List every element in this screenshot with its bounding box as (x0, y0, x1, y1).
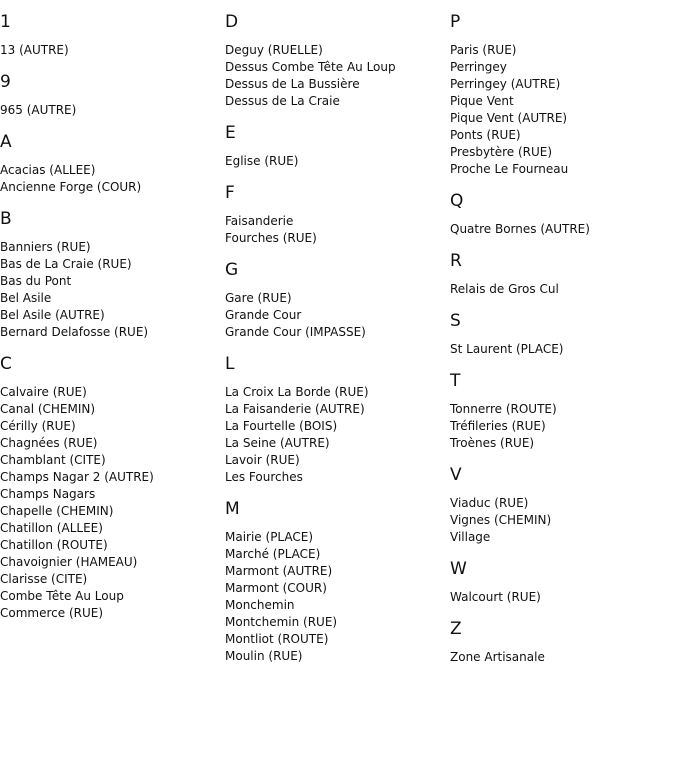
street-item: Dessus Combe Tête Au Loup (225, 60, 396, 74)
street-item: Relais de Gros Cul (450, 282, 559, 296)
street-list (0, 239, 220, 341)
letter-heading: W (450, 559, 467, 579)
street-item: Viaduc (RUE) (450, 496, 529, 510)
letter-group (225, 260, 445, 341)
street-item: Chamblant (CITE) (0, 453, 106, 467)
street-item: La Faisanderie (AUTRE) (225, 402, 365, 416)
street-item: Bas de La Craie (RUE) (0, 257, 132, 271)
street-item: Chatillon (ROUTE) (0, 538, 108, 552)
street-item: Marmont (AUTRE) (225, 564, 333, 578)
street-item: Gare (RUE) (225, 291, 292, 305)
letter-heading: V (450, 465, 462, 485)
street-item: Bas du Pont (0, 274, 72, 288)
letter-group (0, 354, 220, 622)
street-item: Mairie (PLACE) (225, 530, 314, 544)
street-item: Faisanderie (225, 214, 294, 228)
letter-heading: A (0, 132, 12, 152)
street-list (0, 162, 220, 196)
street-list (450, 589, 670, 606)
street-item: Commerce (RUE) (0, 606, 104, 620)
letter-group (225, 12, 445, 110)
street-list (450, 221, 670, 238)
street-item: Vignes (CHEMIN) (450, 513, 552, 527)
street-list (450, 495, 670, 546)
street-item: 13 (AUTRE) (0, 43, 69, 57)
street-item: Zone Artisanale (450, 650, 545, 664)
letter-group (450, 619, 670, 666)
street-list (225, 42, 445, 110)
letter-heading: Z (450, 619, 462, 639)
street-item: Proche Le Fourneau (450, 162, 569, 176)
street-item: Village (450, 530, 491, 544)
letter-group (450, 311, 670, 358)
letter-heading: E (225, 123, 236, 143)
street-item: Cérilly (RUE) (0, 419, 76, 433)
letter-group (450, 559, 670, 606)
street-item: Montchemin (RUE) (225, 615, 338, 629)
letter-group (225, 123, 445, 170)
street-item: Walcourt (RUE) (450, 590, 541, 604)
street-item: Bernard Delafosse (RUE) (0, 325, 149, 339)
street-item: Lavoir (RUE) (225, 453, 300, 467)
letter-heading: Q (450, 191, 464, 211)
street-item: Fourches (RUE) (225, 231, 317, 245)
street-item: Monchemin (225, 598, 295, 612)
street-item: Les Fourches (225, 470, 303, 484)
street-item: Tonnerre (ROUTE) (450, 402, 557, 416)
street-item: 965 (AUTRE) (0, 103, 77, 117)
street-item: Marché (PLACE) (225, 547, 321, 561)
letter-heading: M (225, 499, 240, 519)
letter-heading: P (450, 12, 461, 32)
street-item: Grande Cour (225, 308, 302, 322)
letter-heading: 9 (0, 72, 11, 92)
street-item: La Fourtelle (BOIS) (225, 419, 338, 433)
letter-heading: C (0, 354, 12, 374)
street-list (0, 102, 220, 119)
street-item: Clarisse (CITE) (0, 572, 88, 586)
letter-heading: L (225, 354, 235, 374)
street-list (0, 42, 220, 59)
street-item: La Seine (AUTRE) (225, 436, 330, 450)
letter-group (225, 499, 445, 665)
letter-group (0, 12, 220, 59)
street-item: Pique Vent (AUTRE) (450, 111, 568, 125)
letter-group (225, 354, 445, 486)
street-list (225, 213, 445, 247)
letter-heading: 1 (0, 12, 11, 32)
street-list (225, 153, 445, 170)
street-list (450, 42, 670, 178)
letter-heading: B (0, 209, 12, 229)
street-item: Calvaire (RUE) (0, 385, 87, 399)
street-item: Acacias (ALLEE) (0, 163, 96, 177)
street-item: Chatillon (ALLEE) (0, 521, 103, 535)
street-item: Bel Asile (0, 291, 52, 305)
letter-heading: S (450, 311, 461, 331)
index-column (225, 0, 445, 678)
street-list (225, 384, 445, 486)
street-item: St Laurent (PLACE) (450, 342, 564, 356)
letter-group (225, 183, 445, 247)
street-item: Champs Nagar 2 (AUTRE) (0, 470, 154, 484)
street-item: Deguy (RUELLE) (225, 43, 323, 57)
street-list (225, 290, 445, 341)
letter-group (0, 132, 220, 196)
street-item: Canal (CHEMIN) (0, 402, 96, 416)
street-item: Ancienne Forge (COUR) (0, 180, 142, 194)
letter-group (450, 251, 670, 298)
street-item: Quatre Bornes (AUTRE) (450, 222, 590, 236)
letter-group (450, 465, 670, 546)
street-item: Perringey (450, 60, 507, 74)
street-list (225, 529, 445, 665)
street-item: La Croix La Borde (RUE) (225, 385, 369, 399)
letter-heading: R (450, 251, 462, 271)
letter-heading: G (225, 260, 239, 280)
letter-group (0, 72, 220, 119)
street-list (450, 341, 670, 358)
street-item: Combe Tête Au Loup (0, 589, 124, 603)
street-list (450, 401, 670, 452)
street-item: Presbytère (RUE) (450, 145, 553, 159)
letter-heading: T (450, 371, 461, 391)
street-list (0, 384, 220, 622)
street-item: Chavoignier (HAMEAU) (0, 555, 138, 569)
street-item: Chagnées (RUE) (0, 436, 98, 450)
street-item: Perringey (AUTRE) (450, 77, 561, 91)
letter-group (450, 191, 670, 238)
street-item: Chapelle (CHEMIN) (0, 504, 114, 518)
street-item: Moulin (RUE) (225, 649, 303, 663)
letter-group (0, 209, 220, 341)
street-item: Dessus de La Craie (225, 94, 340, 108)
letter-group (450, 371, 670, 452)
street-item: Marmont (COUR) (225, 581, 327, 595)
street-item: Grande Cour (IMPASSE) (225, 325, 366, 339)
street-item: Pique Vent (450, 94, 514, 108)
street-item: Bel Asile (AUTRE) (0, 308, 105, 322)
street-item: Troènes (RUE) (450, 436, 535, 450)
street-item: Dessus de La Bussière (225, 77, 360, 91)
street-list (450, 649, 670, 666)
letter-heading: D (225, 12, 239, 32)
street-item: Paris (RUE) (450, 43, 517, 57)
street-item: Tréfileries (RUE) (450, 419, 546, 433)
street-item: Banniers (RUE) (0, 240, 91, 254)
street-item: Eglise (RUE) (225, 154, 299, 168)
street-item: Ponts (RUE) (450, 128, 521, 142)
street-list (450, 281, 670, 298)
index-column (450, 0, 670, 679)
index-column (0, 0, 220, 635)
letter-heading: F (225, 183, 235, 203)
street-item: Montliot (ROUTE) (225, 632, 329, 646)
street-item: Champs Nagars (0, 487, 96, 501)
letter-group (450, 12, 670, 178)
